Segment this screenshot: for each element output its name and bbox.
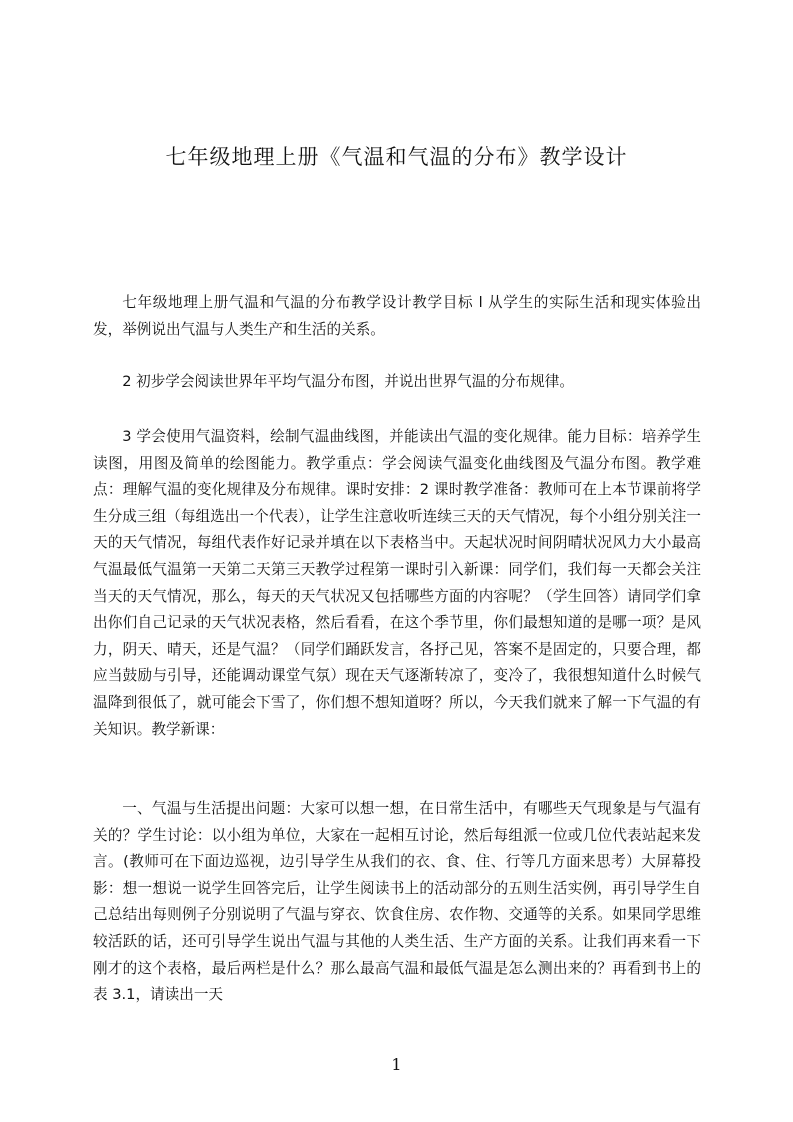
paragraph-goal-3-and-lesson-intro: 3 学会使用气温资料，绘制气温曲线图，并能读出气温的变化规律。能力目标：培养学生读图，用图及简单的绘图能力。教学重点：学会阅读气温变化曲线图及气温分布图。教学难点：理解气温的变化规律及分布规律。课时安排：2 课时教学准备：教师可在上本节课前将学生分成三组（每组选出一个代表），让学生注意收听连续三天的天气情况，每个小组分别关注一天的天气情况，每组代表作好记录并填在以下表格当中。天起状况时间阴晴状况风力大小最高气温最低气温第一天第二天第三天教学过程第一课时引入新课：同学们，我们每一天都会关注当天的天气情况，那么，每天的天气状况又包括哪些方面的内容呢？（学生回答）请同学们拿出你们自己记录的天气状况表格，然后看看，在这个季节里，你们最想知道的是哪一项？是风力，阴天、晴天，还是气温？（同学们踊跃发言，各抒己见，答案不是固定的，只要合理，都应当鼓励与引导，还能调动课堂气氛）现在天气逐渐转凉了，变冷了，我很想知道什么时候气温降到很低了，就可能会下雪了，你们想不想知道呀？所以，今天我们就来了解一下气温的有关知识。教学新课： (93, 428, 701, 738)
document-title: 七年级地理上册《气温和气温的分布》教学设计 (165, 145, 628, 169)
page-number: 1 (391, 1055, 402, 1074)
paragraph-temperature-and-life: 一、气温与生活提出问题：大家可以想一想，在日常生活中，有哪些天气现象是与气温有关的？学生讨论：以小组为单位，大家在一起相互讨论，然后每组派一位或几位代表站起来发言。(教师可在下面边巡视，边引导学生从我们的衣、食、住、行等几方面来思考）大屏幕投影：想一想说一说学生回答完后，让学生阅读书上的活动部分的五则生活实例，再引导学生自己总结出每则例子分别说明了气温与穿衣、饮食住房、农作物、交通等的关系。如果同学思维较活跃的话，还可引导学生说出气温与其他的人类生活、生产方面的关系。让我们再来看一下刚才的这个表格，最后两栏是什么？那么最高气温和最低气温是怎么测出来的？再看到书上的表 3.1，请读出一天 (93, 800, 701, 1004)
paragraph-teaching-goals: 七年级地理上册气温和气温的分布教学设计教学目标 l 从学生的实际生活和现实体验出发，举例说出气温与人类生产和生活的关系。 (93, 294, 701, 338)
paragraph-goal-2: 2 初步学会阅读世界年平均气温分布图，并说出世界气温的分布规律。 (122, 373, 574, 390)
